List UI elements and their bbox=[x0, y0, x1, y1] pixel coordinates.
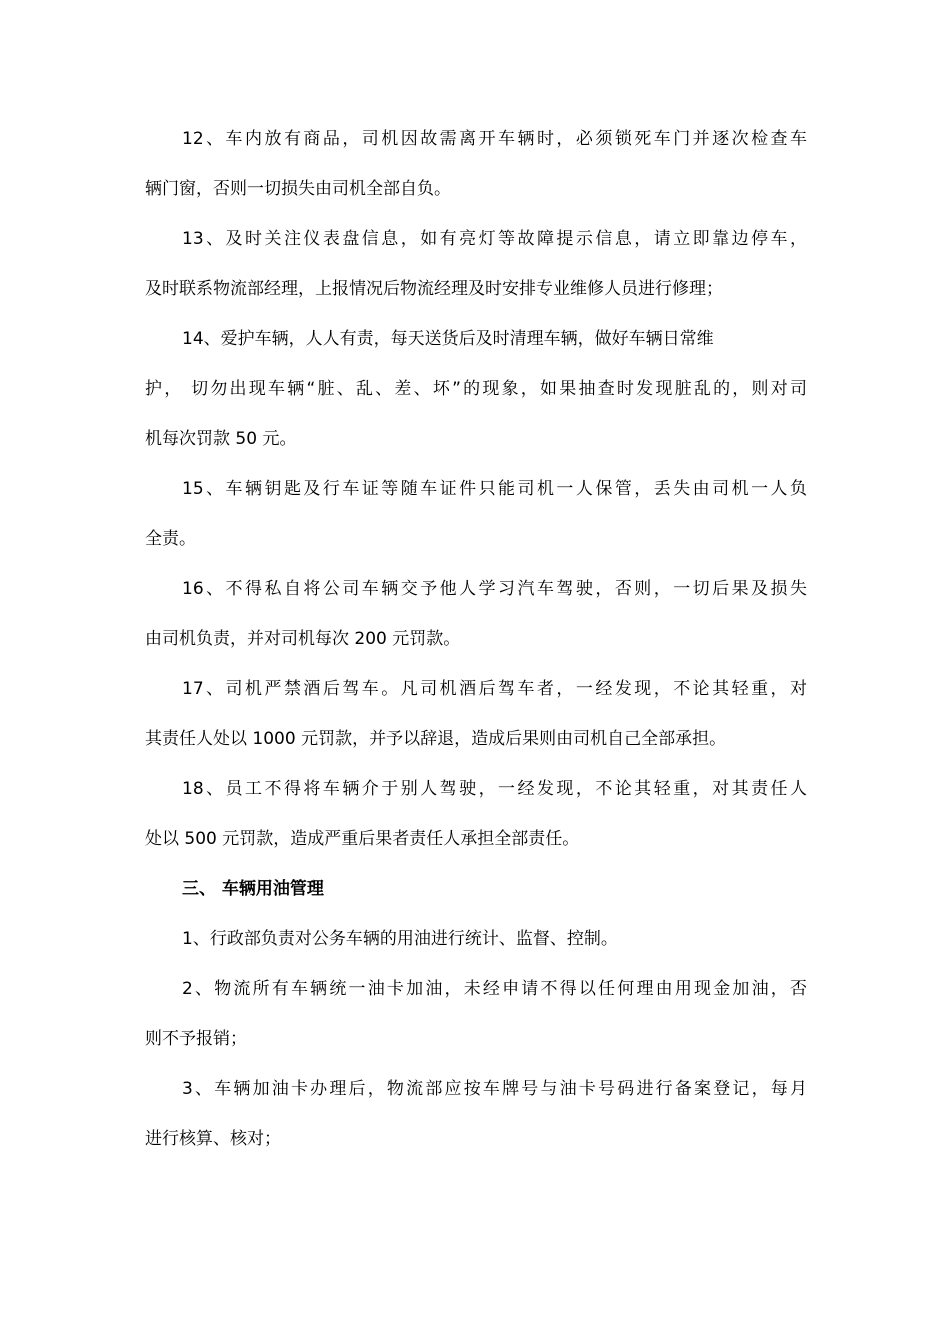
paragraph-line: 18、员工不得将车辆介于别人驾驶，一经发现，不论其轻重，对其责任人 bbox=[182, 779, 807, 799]
paragraph-line: 其责任人处以 1000 元罚款，并予以辞退，造成后果则由司机自己全部承担。 bbox=[145, 729, 727, 749]
paragraph-line: 16、不得私自将公司车辆交予他人学习汽车驾驶，否则，一切后果及损失 bbox=[182, 579, 807, 599]
paragraph-line: 13、及时关注仪表盘信息，如有亮灯等故障提示信息，请立即靠边停车， bbox=[182, 229, 807, 249]
section-heading: 三、 车辆用油管理 bbox=[182, 879, 324, 899]
paragraph-line: 3、车辆加油卡办理后，物流部应按车牌号与油卡号码进行备案登记，每月 bbox=[182, 1079, 807, 1099]
paragraph-line: 12、车内放有商品，司机因故需离开车辆时，必须锁死车门并逐次检查车 bbox=[182, 129, 807, 149]
fuel-rule-item-1 bbox=[145, 914, 807, 964]
paragraph-line: 及时联系物流部经理，上报情况后物流经理及时安排专业维修人员进行修理； bbox=[145, 279, 723, 299]
rule-item-14 bbox=[145, 314, 807, 464]
paragraph-line: 由司机负责，并对司机每次 200 元罚款。 bbox=[145, 629, 461, 649]
paragraph-line: 1、行政部负责对公务车辆的用油进行统计、监督、控制。 bbox=[182, 929, 618, 949]
paragraph-line: 则不予报销； bbox=[145, 1029, 247, 1049]
rule-item-12 bbox=[145, 114, 807, 214]
rule-item-13 bbox=[145, 214, 807, 314]
rule-item-16 bbox=[145, 564, 807, 664]
paragraph-line: 2、物流所有车辆统一油卡加油，未经申请不得以任何理由用现金加油，否 bbox=[182, 979, 807, 999]
paragraph-line: 护， 切勿出现车辆“脏、乱、差、坏”的现象，如果抽查时发现脏乱的，则对司 bbox=[145, 379, 807, 399]
paragraph-line: 处以 500 元罚款，造成严重后果者责任人承担全部责任。 bbox=[145, 829, 580, 849]
fuel-rule-item-3 bbox=[145, 1064, 807, 1164]
paragraph-line: 进行核算、核对； bbox=[145, 1129, 281, 1149]
rule-item-15 bbox=[145, 464, 807, 564]
rule-item-17 bbox=[145, 664, 807, 764]
fuel-rule-item-2 bbox=[145, 964, 807, 1064]
paragraph-line: 辆门窗，否则一切损失由司机全部自负。 bbox=[145, 179, 451, 199]
paragraph-line: 15、车辆钥匙及行车证等随车证件只能司机一人保管，丢失由司机一人负 bbox=[182, 479, 807, 499]
paragraph-line: 14、爱护车辆，人人有责，每天送货后及时清理车辆，做好车辆日常维 bbox=[182, 329, 714, 349]
paragraph-line: 机每次罚款 50 元。 bbox=[145, 429, 297, 449]
rule-item-18 bbox=[145, 764, 807, 864]
paragraph-line: 全责。 bbox=[145, 529, 196, 549]
document-body bbox=[145, 114, 807, 1164]
paragraph-line: 17、司机严禁酒后驾车。凡司机酒后驾车者，一经发现，不论其轻重，对 bbox=[182, 679, 807, 699]
